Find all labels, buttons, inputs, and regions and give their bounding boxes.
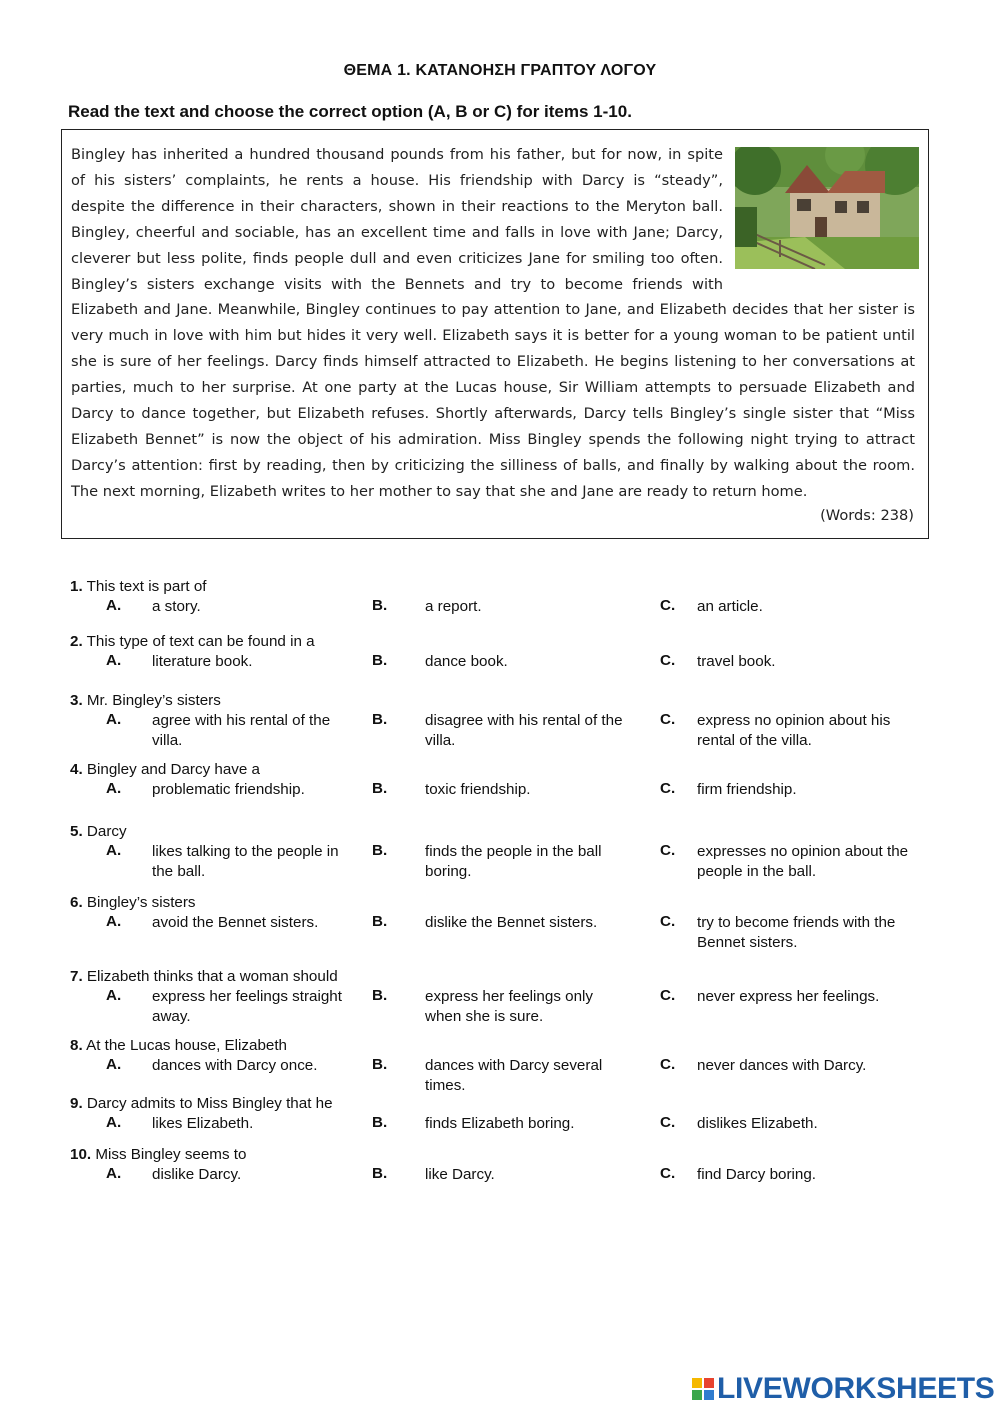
option-b[interactable]: a report. xyxy=(425,598,482,615)
option-b[interactable]: finds the people in the ball boring. xyxy=(425,843,602,880)
question-stem: Bingley’s sisters xyxy=(86,894,196,911)
cottage-photo xyxy=(735,147,919,269)
question-stem: Mr. Bingley’s sisters xyxy=(86,692,221,709)
option-b[interactable]: finds Elizabeth boring. xyxy=(425,1115,575,1132)
question-stem: Bingley and Darcy have a xyxy=(86,761,260,778)
option-a[interactable]: literature book. xyxy=(152,653,253,670)
option-letter-b: B. xyxy=(372,987,388,1004)
question-stem: Miss Bingley seems to xyxy=(95,1146,247,1163)
option-letter-c: C. xyxy=(660,1056,676,1073)
option-c[interactable]: express no opinion about his rental of the villa. xyxy=(697,712,891,749)
option-a[interactable]: a story. xyxy=(152,598,201,615)
option-letter-b: B. xyxy=(372,913,388,930)
option-a[interactable]: likes Elizabeth. xyxy=(152,1115,254,1132)
option-c[interactable]: an article. xyxy=(697,598,763,615)
question-number: 10. xyxy=(70,1146,92,1163)
option-letter-b: B. xyxy=(372,780,388,797)
option-letter-c: C. xyxy=(660,711,676,728)
option-letter-a: A. xyxy=(106,1056,122,1073)
option-letter-b: B. xyxy=(372,711,388,728)
option-b[interactable]: dislike the Bennet sisters. xyxy=(425,914,598,931)
question-stem: Darcy admits to Miss Bingley that he xyxy=(86,1095,333,1112)
liveworksheets-logo-icon xyxy=(692,1378,714,1400)
option-letter-a: A. xyxy=(106,842,122,859)
option-a[interactable]: dislike Darcy. xyxy=(152,1166,242,1183)
option-letter-a: A. xyxy=(106,913,122,930)
instructions: Read the text and choose the correct option (A, B or C) for items 1-10. xyxy=(68,102,632,121)
section-title: ΘΕΜΑ 1. ΚΑΤΑΝΟΗΣΗ ΓΡΑΠΤΟΥ ΛΟΓΟΥ xyxy=(343,62,657,79)
option-a[interactable]: dances with Darcy once. xyxy=(152,1057,318,1074)
option-b[interactable]: express her feelings only when she is sure. xyxy=(425,988,593,1025)
option-c[interactable]: travel book. xyxy=(697,653,776,670)
option-letter-c: C. xyxy=(660,1165,676,1182)
option-a[interactable]: agree with his rental of the villa. xyxy=(152,712,331,749)
passage-paragraph xyxy=(71,142,915,505)
brand-name: LIVEWORKSHEETS xyxy=(717,1372,995,1405)
option-letter-c: C. xyxy=(660,987,676,1004)
option-b[interactable]: toxic friendship. xyxy=(425,781,531,798)
option-c[interactable]: never express her feelings. xyxy=(697,988,880,1005)
option-letter-a: A. xyxy=(106,1165,122,1182)
question-number: 4. xyxy=(70,761,83,778)
option-letter-b: B. xyxy=(372,1114,388,1131)
option-a[interactable]: likes talking to the people in the ball. xyxy=(152,843,339,880)
word-count: (Words: 238) xyxy=(820,507,914,524)
option-letter-b: B. xyxy=(372,1056,388,1073)
option-letter-a: A. xyxy=(106,1114,122,1131)
question-stem: Elizabeth thinks that a woman should xyxy=(86,968,338,985)
option-letter-c: C. xyxy=(660,652,676,669)
question-stem: At the Lucas house, Elizabeth xyxy=(86,1037,288,1054)
option-a[interactable]: express her feelings straight away. xyxy=(152,988,342,1025)
option-letter-b: B. xyxy=(372,842,388,859)
option-letter-a: A. xyxy=(106,597,122,614)
option-b[interactable]: dances with Darcy several times. xyxy=(425,1057,603,1094)
question-stem: This type of text can be found in a xyxy=(86,633,315,650)
question-stem: This text is part of xyxy=(86,578,207,595)
option-b[interactable]: dance book. xyxy=(425,653,508,670)
question-number: 9. xyxy=(70,1095,83,1112)
option-letter-b: B. xyxy=(372,1165,388,1182)
option-letter-a: A. xyxy=(106,780,122,797)
question-number: 3. xyxy=(70,692,83,709)
option-letter-c: C. xyxy=(660,913,676,930)
question-number: 7. xyxy=(70,968,83,985)
option-b[interactable]: disagree with his rental of the villa. xyxy=(425,712,623,749)
question-number: 2. xyxy=(70,633,83,650)
option-c[interactable]: expresses no opinion about the people in the ball. xyxy=(697,843,909,880)
option-c[interactable]: firm friendship. xyxy=(697,781,797,798)
option-c[interactable]: dislikes Elizabeth. xyxy=(697,1115,818,1132)
question-number: 5. xyxy=(70,823,83,840)
option-letter-b: B. xyxy=(372,652,388,669)
option-a[interactable]: avoid the Bennet sisters. xyxy=(152,914,319,931)
option-letter-b: B. xyxy=(372,597,388,614)
option-letter-a: A. xyxy=(106,987,122,1004)
passage-text: Bingley has inherited a hundred thousand pounds from his father, but for now, in spite of his sisters’ complaints, he rents a house. His friendship with Darcy is “steady”, despite the difference in their characters, shown in their reactions to the Meryton ball. Bingley, cheerful and sociable, has an excellent time and falls in love with Jane; Darcy, cleverer but less polite, finds people dull and even criticizes Jane for smiling too often. Bingley’s sisters exchange visits with the Bennets and try to become friends with Elizabeth and Jane. Meanwhile, Bingley continues to pay attention to Jane, and Elizabeth decides that her sister is very much in love with him but hides it very well. Elizabeth says it is better for a young woman to be patient until she is sure of her feelings. Darcy finds himself attracted to Elizabeth. He begins listening to her conversations at parties, much to her surprise. At one party at the Lucas house, Sir William attempts to persuade Elizabeth and Darcy to dance together, but Elizabeth refuses. Shortly afterwards, Darcy tells Bingley’s single sister that “Miss Elizabeth Bennet” is now the object of his admiration. Miss Bingley spends the following night trying to attract Darcy’s attention: first by reading, then by criticizing the silliness of balls, and finally by walking about the room. The next morning, Elizabeth writes to her mother to say that she and Jane are ready to return home. xyxy=(71,146,915,500)
footer-brand xyxy=(692,1374,995,1404)
option-c[interactable]: never dances with Darcy. xyxy=(697,1057,867,1074)
option-letter-c: C. xyxy=(660,1114,676,1131)
option-letter-c: C. xyxy=(660,597,676,614)
option-letter-a: A. xyxy=(106,652,122,669)
reading-passage-box xyxy=(61,129,929,539)
question-stem: Darcy xyxy=(86,823,127,840)
option-c[interactable]: try to become friends with the Bennet sisters. xyxy=(697,914,896,951)
option-letter-c: C. xyxy=(660,780,676,797)
option-b[interactable]: like Darcy. xyxy=(425,1166,495,1183)
option-a[interactable]: problematic friendship. xyxy=(152,781,305,798)
question-number: 8. xyxy=(70,1037,83,1054)
option-c[interactable]: find Darcy boring. xyxy=(697,1166,817,1183)
option-letter-a: A. xyxy=(106,711,122,728)
question-number: 1. xyxy=(70,578,83,595)
option-letter-c: C. xyxy=(660,842,676,859)
question-number: 6. xyxy=(70,894,83,911)
